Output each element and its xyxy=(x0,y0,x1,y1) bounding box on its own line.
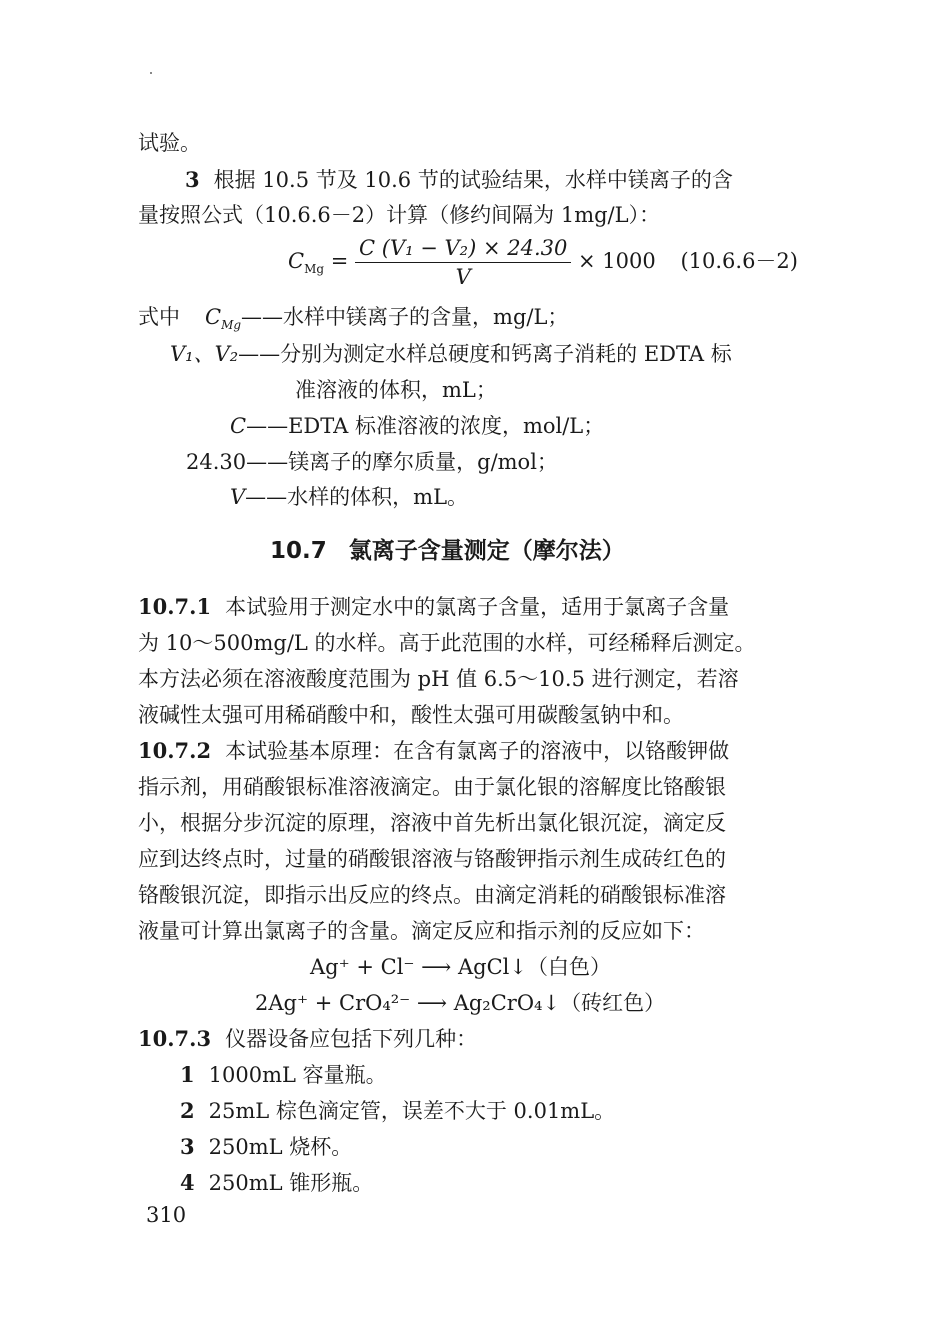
def-text: ——镁离子的摩尔质量，g/mol； xyxy=(246,450,558,474)
formula-numerator: C (V₁ − V₂) × 24.30 xyxy=(355,236,571,263)
def-v xyxy=(230,482,468,512)
p1073-line xyxy=(138,1024,477,1054)
def-text: ——分别为测定水样总硬度和钙离子消耗的 EDTA 标 xyxy=(238,342,732,366)
list-item-number: 3 xyxy=(180,1134,195,1159)
def-symbol: V xyxy=(230,485,246,509)
section-heading xyxy=(270,536,625,566)
clause-number: 10.7.2 xyxy=(138,738,212,763)
p1071-text-1: 本试验用于测定水中的氯离子含量，适用于氯离子含量 xyxy=(225,595,730,619)
p1072-line-6: 液量可计算出氯离子的含量。滴定反应和指示剂的反应如下： xyxy=(138,919,705,943)
def-symbol: C xyxy=(230,414,247,438)
reaction-2: 2Ag⁺ + CrO₄²⁻ ⟶ Ag₂CrO₄↓（砖红色） xyxy=(255,991,666,1015)
p1072-line-1 xyxy=(138,736,729,766)
def-v1v2 xyxy=(170,339,732,369)
list-item xyxy=(180,1132,352,1162)
p1071-line-2: 为 10～500mg/L 的水样。高于此范围的水样，可经稀释后测定。 xyxy=(138,631,756,655)
formula-fraction xyxy=(355,236,571,289)
list-item xyxy=(180,1168,373,1198)
formula-label: (10.6.6－2) xyxy=(680,249,798,273)
def-cmg xyxy=(205,302,568,340)
def-text: ——EDTA 标准溶液的浓度，mol/L； xyxy=(246,414,605,438)
list-item-number: 4 xyxy=(180,1170,195,1195)
list-item-number: 2 xyxy=(180,1098,195,1123)
continued-text: 试验。 xyxy=(138,131,201,155)
def-text: ——水样中镁离子的含量，mg/L； xyxy=(241,305,569,329)
clause-number: 10.7.1 xyxy=(138,594,212,619)
def-symbol: 24.30 xyxy=(186,450,247,474)
item-3-text-1: 根据 10.5 节及 10.6 节的试验结果，水样中镁离子的含 xyxy=(213,168,733,192)
list-item-number: 1 xyxy=(180,1062,195,1087)
where-intro: 式中 xyxy=(138,305,180,329)
p1071-line-4: 液碱性太强可用稀硝酸中和，酸性太强可用碳酸氢钠中和。 xyxy=(138,703,684,727)
formula-lhs: C xyxy=(288,249,305,273)
p1073-text: 仪器设备应包括下列几种： xyxy=(225,1027,478,1051)
p1071-line-3: 本方法必须在溶液酸度范围为 pH 值 6.5～10.5 进行测定，若溶 xyxy=(138,667,739,691)
item-3-number: 3 xyxy=(185,167,200,192)
reaction-1: Ag⁺ + Cl⁻ ⟶ AgCl↓（白色） xyxy=(310,955,611,979)
section-title: 氯离子含量测定（摩尔法） xyxy=(348,538,625,564)
def-text: ——水样的体积，mL。 xyxy=(245,485,469,509)
formula-eq: = xyxy=(330,249,349,273)
scan-speck xyxy=(150,72,152,74)
section-number: 10.7 xyxy=(270,538,327,564)
list-item-text: 250mL 烧杯。 xyxy=(208,1135,353,1159)
list-item-text: 25mL 棕色滴定管，误差不大于 0.01mL。 xyxy=(208,1099,616,1123)
formula-lhs-sub: Mg xyxy=(304,262,325,277)
p1072-line-4: 应到达终点时，过量的硝酸银溶液与铬酸钾指示剂生成砖红色的 xyxy=(138,847,726,871)
list-item-text: 250mL 锥形瓶。 xyxy=(208,1171,374,1195)
list-item xyxy=(180,1060,387,1090)
page-number: 310 xyxy=(146,1203,187,1227)
def-c xyxy=(230,411,604,441)
formula-denominator: V xyxy=(455,265,471,289)
list-item-text: 1000mL 容量瓶。 xyxy=(208,1063,387,1087)
mg-formula xyxy=(288,236,798,289)
def-molar xyxy=(186,447,558,477)
list-item xyxy=(180,1096,615,1126)
p1072-line-3: 小，根据分步沉淀的原理，溶液中首先析出氯化银沉淀，滴定反 xyxy=(138,811,726,835)
item-3-line-1 xyxy=(185,165,733,195)
p1072-text-1: 本试验基本原理：在含有氯离子的溶液中，以铬酸钾做 xyxy=(225,739,730,763)
formula-multiplier: × 1000 xyxy=(578,249,656,273)
item-3-line-2: 量按照公式（10.6.6－2）计算（修约间隔为 1mg/L）： xyxy=(138,203,661,227)
clause-number: 10.7.3 xyxy=(138,1026,212,1051)
p1072-line-2: 指示剂，用硝酸银标准溶液滴定。由于氯化银的溶解度比铬酸银 xyxy=(138,775,726,799)
def-symbol: $C_{Mg}$ xyxy=(205,305,242,333)
def-v1v2-cont: 准溶液的体积，mL； xyxy=(295,378,497,402)
p1072-line-5: 铬酸银沉淀，即指示出反应的终点。由滴定消耗的硝酸银标准溶 xyxy=(138,883,726,907)
p1071-line-1 xyxy=(138,592,729,622)
def-symbol: V₁、V₂ xyxy=(170,342,239,366)
